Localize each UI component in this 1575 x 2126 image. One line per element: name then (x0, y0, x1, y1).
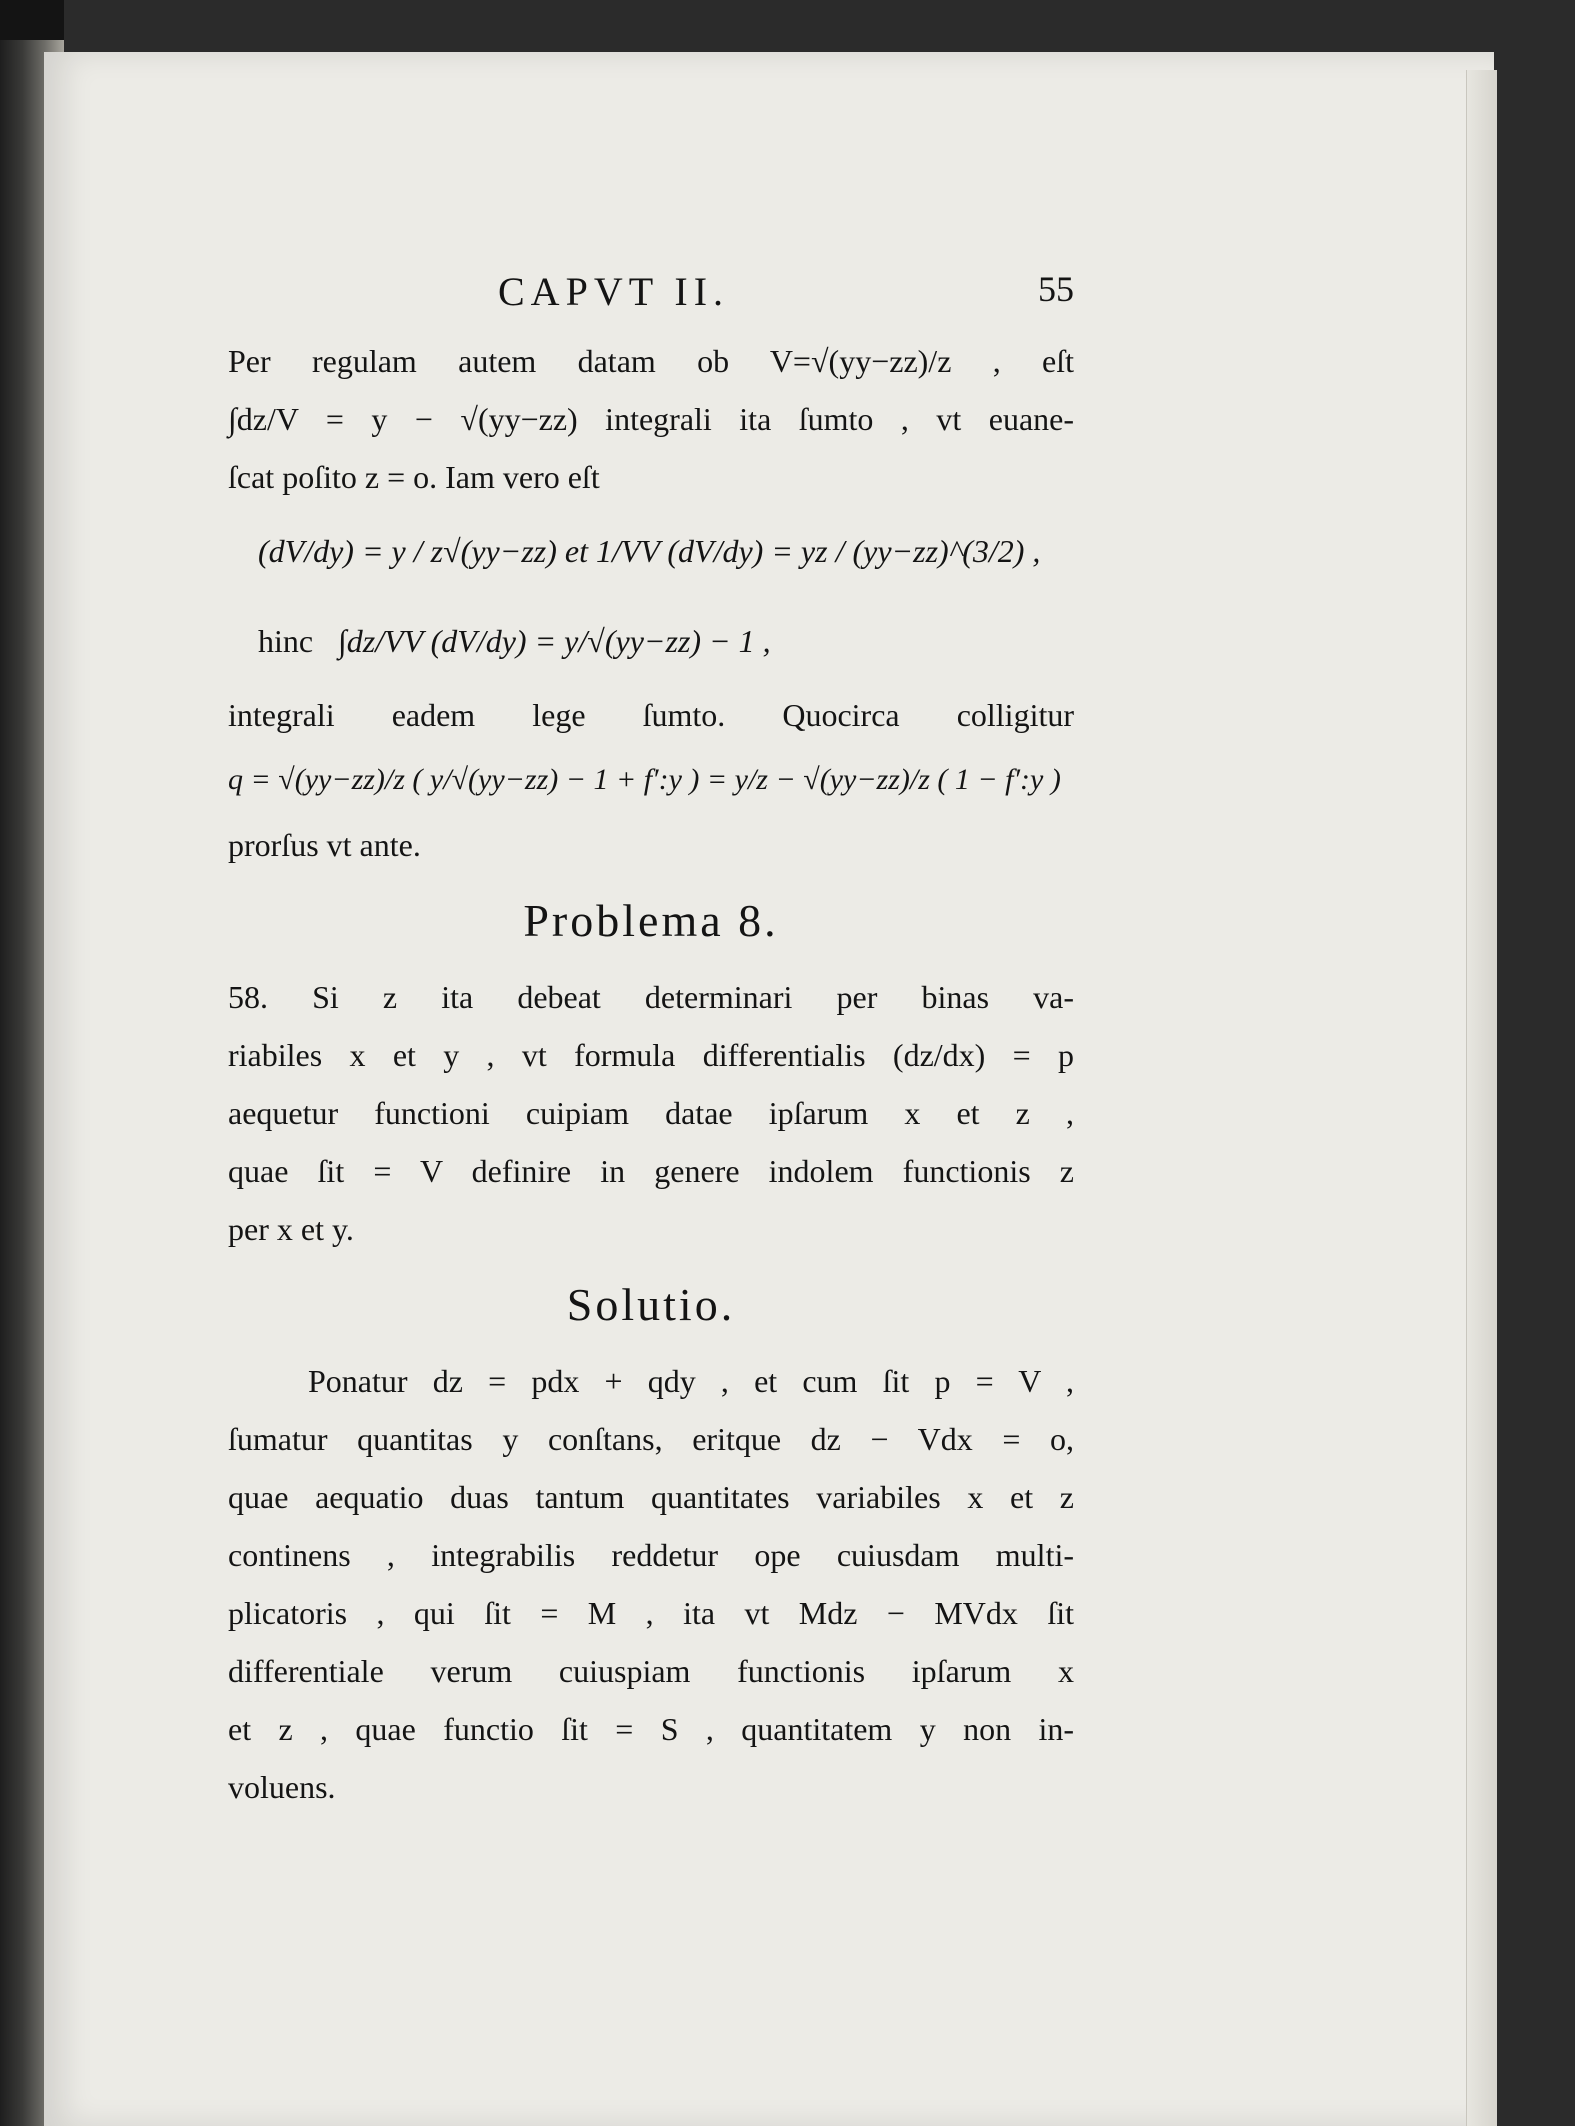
formula: q = √(yy−zz)/z ( y/√(yy−zz) − 1 + f′:y ) = y/z − √(yy−zz)/z ( 1 − f′:y ) (228, 763, 1061, 796)
text-line: per x et y. (228, 1211, 354, 1247)
problem-heading: Problema 8. (523, 895, 779, 946)
text-line: ſcat poſito z = o. Iam vero eſt (228, 459, 600, 495)
text-line: voluens. (228, 1769, 336, 1805)
text-line: quae aequatio duas tantum quantitates variabiles x et z (228, 1479, 1074, 1515)
text-line: continens , integrabilis reddetur ope cuiusdam multi- (228, 1537, 1074, 1573)
page-edge (1466, 70, 1497, 2126)
text-line: quae ſit = V definire in genere indolem functionis z (228, 1153, 1074, 1189)
page-text (228, 268, 1074, 1816)
page-header (228, 268, 1074, 318)
text-line: ∫dz/V = y − √(yy−zz) integrali ita ſumto , vt euane- (228, 401, 1074, 437)
text-line: et z , quae functio ſit = S , quantitatem y non in- (228, 1711, 1074, 1747)
text-line: prorſus vt ante. (228, 827, 421, 863)
running-title: CAPVT II. (498, 269, 730, 314)
hinc-label: hinc (258, 623, 314, 659)
book-spine-top (0, 0, 64, 40)
solution-heading: Solutio. (566, 1279, 736, 1330)
text-line: integrali eadem lege ſumto. Quocirca colligitur (228, 697, 1074, 733)
text-line: Per regulam autem datam ob V=√(yy−zz)/z , eſt (228, 343, 1074, 379)
text-line: 58. Si z ita debeat determinari per binas va- (228, 979, 1074, 1015)
text-line: differentiale verum cuiuspiam functionis ipſarum x (228, 1653, 1074, 1689)
text-line: aequetur functioni cuipiam datae ipſarum x et z , (228, 1095, 1074, 1131)
page-number: 55 (1038, 269, 1074, 309)
text-line: Ponatur dz = pdx + qdy , et cum ſit p = V , (308, 1363, 1074, 1399)
text-line: plicatoris , qui ſit = M , ita vt Mdz − MVdx ſit (228, 1595, 1074, 1631)
formula: ∫dz/VV (dV/dy) = y/√(yy−zz) − 1 , (338, 623, 771, 659)
formula-line (228, 596, 1074, 686)
text-line: ſumatur quantitas y conſtans, eritque dz − Vdx = o, (228, 1421, 1074, 1457)
formula: (dV/dy) = y / z√(yy−zz) et 1/VV (dV/dy) = yz / (yy−zz)^(3/2) , (258, 533, 1041, 569)
text-line: riabiles x et y , vt formula differentialis (dz/dx) = p (228, 1037, 1074, 1073)
